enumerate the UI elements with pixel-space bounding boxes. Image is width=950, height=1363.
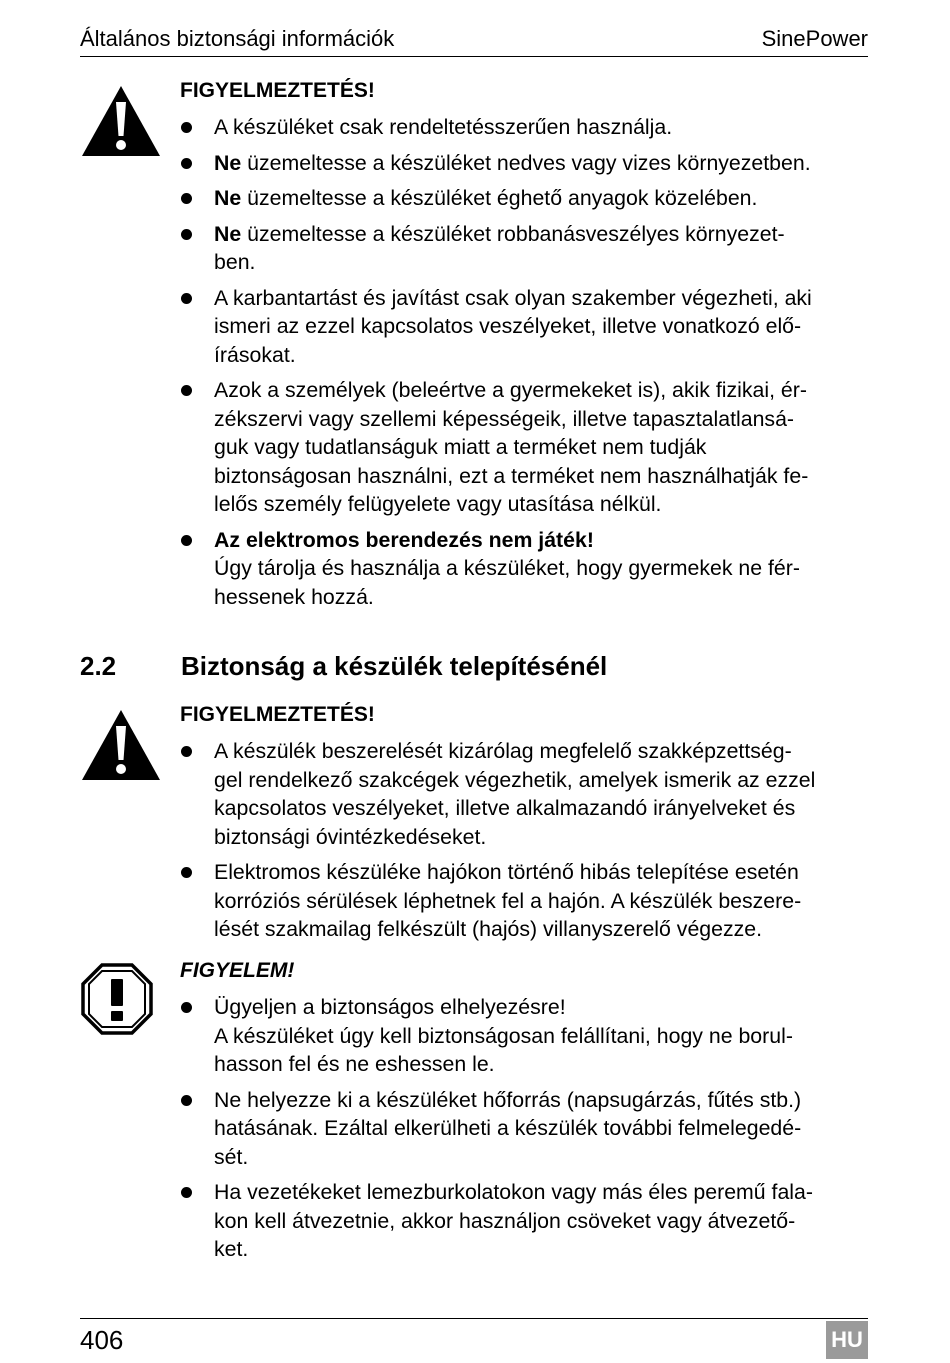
list-item-line: A karbantartást és javítást csak olyan szakember végezheti, aki: [214, 285, 812, 310]
list-item: [180, 1086, 870, 1172]
list-item-line: hatásának. Ezáltal elkerülheti a készülék további felmelegedé-: [214, 1116, 802, 1140]
list-item-line: [214, 220, 870, 249]
page-footer: [80, 1318, 868, 1363]
list-item-emphasis: Ne: [214, 186, 242, 210]
warning-triangle-icon: [80, 84, 162, 163]
list-item-line: Úgy tárolja és használja a készüléket, hogy gyermekek ne fér-: [214, 556, 800, 580]
list-item: [180, 858, 870, 944]
list-item-line: A készülék beszerelését kizárólag megfelelő szakképzettség-: [214, 739, 792, 763]
page-number: 406: [80, 1325, 124, 1355]
list-item-line: korróziós sérülések léphetnek fel a hajón. A készülék beszere-: [214, 888, 802, 913]
list-item-line: ismeri az ezzel kapcsolatos veszélyeket, illetve vonatkozó elő-: [214, 314, 802, 338]
header-product-name: SinePower: [761, 26, 868, 51]
list-item-line: Ha vezetékeket lemezburkolatokon vagy más éles peremű fala-: [214, 1180, 813, 1204]
list-item-line: Ügyeljen a biztonságos elhelyezésre!: [214, 995, 566, 1019]
list-item: [180, 149, 870, 178]
list-item: [180, 376, 870, 519]
section-heading: [80, 651, 607, 682]
list-item: [180, 993, 870, 1079]
list-item: [180, 220, 870, 277]
warning-list: [180, 737, 870, 944]
section-number: 2.2: [80, 651, 117, 681]
list-item: [180, 737, 870, 851]
list-item-text: üzemeltesse a készüléket éghető anyagok közelében.: [241, 186, 758, 210]
list-item-line: lelős személy felügyelete vagy utasítása nélkül.: [214, 492, 662, 516]
list-item-line: A készüléket csak rendeltetésszerűen használja.: [214, 115, 673, 139]
warning-title: FIGYELMEZTETÉS!: [180, 703, 375, 726]
list-item-line: ben.: [214, 250, 256, 274]
list-item-line: [214, 526, 870, 555]
header-section-title: Általános biztonsági információk: [80, 26, 395, 51]
list-item-line: kon kell átvezetnie, akkor használjon csöveket vagy átvezető-: [214, 1208, 796, 1233]
list-item-line: lését szakmailag felkészült (hajós) villanyszerelő végezze.: [214, 917, 763, 941]
list-item-line: írásokat.: [214, 342, 296, 367]
list-item-emphasis: Az elektromos berendezés nem játék!: [214, 527, 594, 552]
list-item: [180, 1178, 870, 1264]
list-item-line: zékszervi vagy szellemi képességeik, illetve tapasztalatlansá-: [214, 406, 795, 431]
list-item: [180, 184, 870, 213]
page-header: [80, 26, 868, 57]
list-item-line: biztonsági óvintézkedéseket.: [214, 824, 487, 849]
list-item-text: üzemeltesse a készüléket robbanásveszélyes környezet-: [241, 221, 785, 246]
notice-title: FIGYELEM!: [180, 959, 295, 982]
list-item-line: sét.: [214, 1144, 249, 1169]
warning-list: [180, 113, 870, 611]
list-item-emphasis: Ne: [214, 221, 242, 246]
list-item: [180, 113, 870, 142]
list-item-line: gel rendelkező szakcégek végezhetik, amelyek ismerik az ezzel: [214, 767, 816, 792]
list-item-line: biztonságosan használni, ezt a terméket nem használhatják fe-: [214, 463, 809, 488]
list-item-line: Azok a személyek (beleértve a gyermekeket is), akik fizikai, ér-: [214, 378, 807, 402]
list-item-line: [214, 184, 870, 213]
list-item-line: Elektromos készüléke hajókon történő hibás telepítése esetén: [214, 860, 799, 884]
warning-title: FIGYELMEZTETÉS!: [180, 79, 375, 102]
list-item: [180, 526, 870, 612]
list-item-line: hasson fel és ne eshessen le.: [214, 1052, 495, 1076]
list-item-line: [214, 149, 870, 178]
list-item-text: üzemeltesse a készüléket nedves vagy vizes környezetben.: [241, 150, 811, 175]
list-item: [180, 284, 870, 370]
list-item-line: guk vagy tudatlanságuk miatt a terméket nem tudják: [214, 435, 707, 459]
list-item-line: ket.: [214, 1237, 249, 1261]
notice-list: [180, 993, 870, 1264]
list-item-emphasis: Ne: [214, 150, 242, 175]
section-title: Biztonság a készülék telepítésénél: [181, 651, 608, 681]
list-item-line: Ne helyezze ki a készüléket hőforrás (napsugárzás, fűtés stb.): [214, 1087, 802, 1112]
list-item-line: hessenek hozzá.: [214, 584, 374, 609]
language-badge: HU: [826, 1321, 868, 1359]
warning-triangle-icon: [80, 708, 162, 787]
list-item-line: kapcsolatos veszélyeket, illetve alkalmazandó irányelveket és: [214, 796, 796, 820]
octagon-exclamation-icon: [80, 962, 154, 1041]
list-item-line: A készüléket úgy kell biztonságosan felállítani, hogy ne borul-: [214, 1023, 793, 1048]
